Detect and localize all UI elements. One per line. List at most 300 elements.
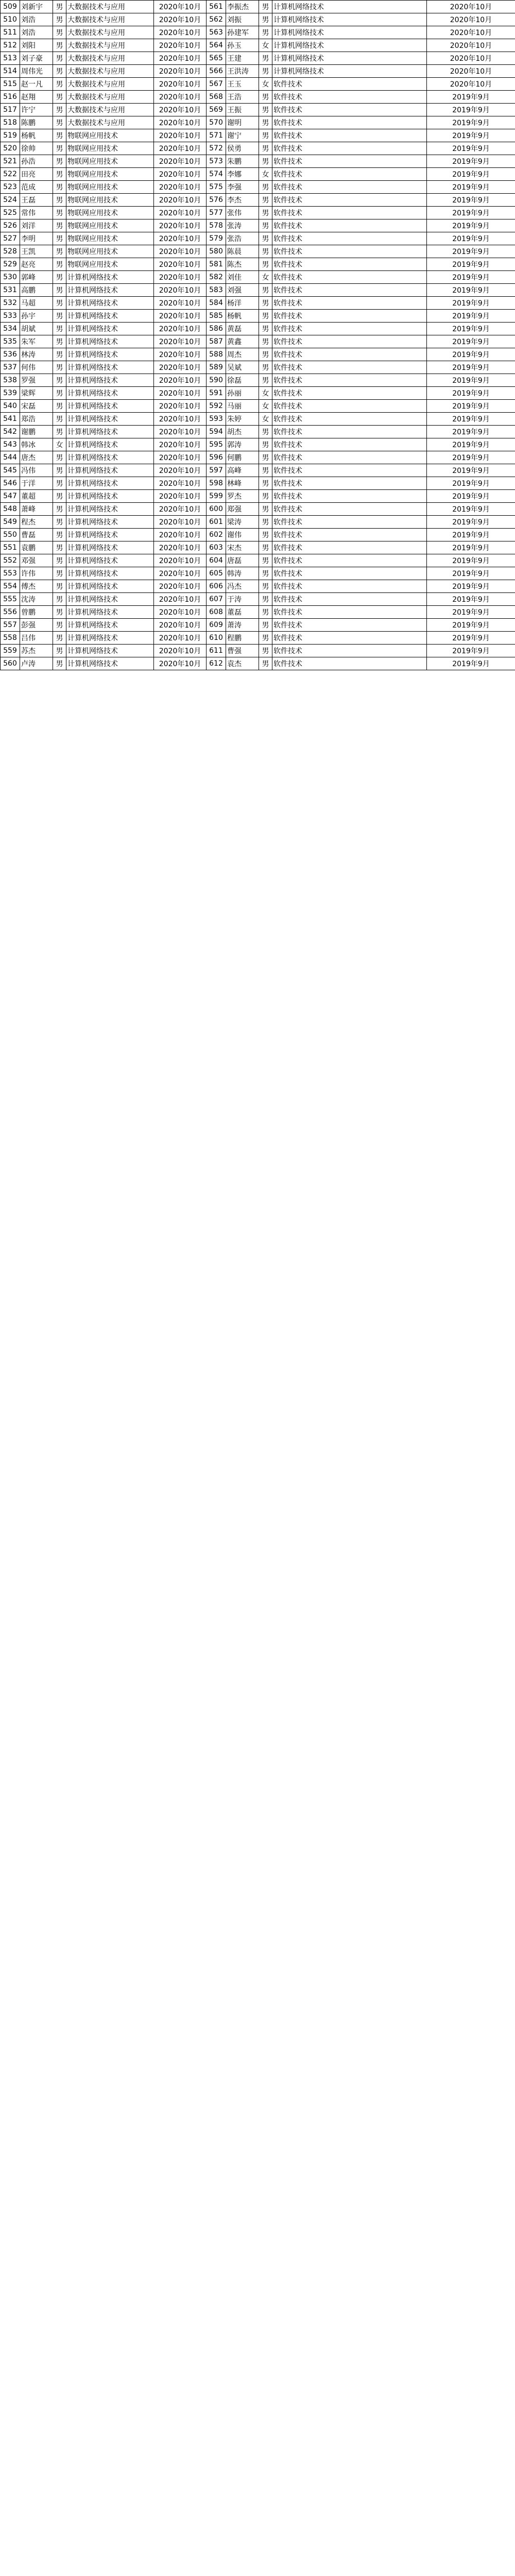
left-name-cell: 许宁 <box>20 104 53 116</box>
left-sex-cell: 男 <box>53 554 66 567</box>
right-major-cell: 软件技术 <box>272 194 427 207</box>
right-date-cell: 2019年9月 <box>427 297 515 310</box>
right-name-cell: 徐磊 <box>226 374 259 387</box>
left-sex-cell: 男 <box>53 116 66 129</box>
right-name-cell: 袁杰 <box>226 657 259 670</box>
left-name-cell: 邓强 <box>20 554 53 567</box>
left-sex-cell: 男 <box>53 155 66 168</box>
right-date-cell: 2019年9月 <box>427 529 515 541</box>
right-date-cell: 2019年9月 <box>427 619 515 632</box>
right-major-cell: 软件技术 <box>272 142 427 155</box>
right-sex-cell: 男 <box>259 567 272 580</box>
right-date-cell: 2019年9月 <box>427 490 515 503</box>
right-date-cell: 2019年9月 <box>427 194 515 207</box>
right-date-cell: 2019年9月 <box>427 258 515 271</box>
table-row <box>1 490 515 503</box>
right-date-cell: 2019年9月 <box>427 219 515 232</box>
table-row <box>1 207 515 219</box>
left-sex-cell: 男 <box>53 219 66 232</box>
right-name-cell: 孙建军 <box>226 26 259 39</box>
right-name-cell: 王建 <box>226 52 259 65</box>
right-no-cell: 602 <box>207 529 226 541</box>
right-major-cell: 软件技术 <box>272 503 427 516</box>
right-no-cell: 609 <box>207 619 226 632</box>
right-name-cell: 张浩 <box>226 232 259 245</box>
left-sex-cell: 男 <box>53 129 66 142</box>
left-major-cell: 计算机网络技术 <box>66 477 154 490</box>
right-date-cell: 2019年9月 <box>427 361 515 374</box>
left-major-cell: 大数据技术与应用 <box>66 116 154 129</box>
right-major-cell: 计算机网络技术 <box>272 39 427 52</box>
right-sex-cell: 男 <box>259 232 272 245</box>
right-major-cell: 软件技术 <box>272 129 427 142</box>
right-date-cell: 2019年9月 <box>427 284 515 297</box>
left-no-cell: 520 <box>1 142 20 155</box>
left-sex-cell: 男 <box>53 490 66 503</box>
table-row <box>1 348 515 361</box>
left-no-cell: 542 <box>1 426 20 438</box>
right-date-cell: 2019年9月 <box>427 554 515 567</box>
left-name-cell: 周伟光 <box>20 65 53 78</box>
left-name-cell: 许伟 <box>20 567 53 580</box>
left-date-cell: 2020年10月 <box>154 438 207 451</box>
right-sex-cell: 男 <box>259 503 272 516</box>
left-name-cell: 胡斌 <box>20 323 53 335</box>
right-name-cell: 刘佳 <box>226 271 259 284</box>
table-row <box>1 91 515 104</box>
left-no-cell: 541 <box>1 413 20 426</box>
left-name-cell: 刘阳 <box>20 39 53 52</box>
right-date-cell: 2019年9月 <box>427 387 515 400</box>
left-date-cell: 2020年10月 <box>154 116 207 129</box>
left-no-cell: 534 <box>1 323 20 335</box>
left-name-cell: 谢鹏 <box>20 426 53 438</box>
right-date-cell: 2019年9月 <box>427 503 515 516</box>
left-sex-cell: 男 <box>53 284 66 297</box>
right-no-cell: 608 <box>207 606 226 619</box>
right-major-cell: 软件技术 <box>272 168 427 181</box>
left-major-cell: 物联网应用技术 <box>66 155 154 168</box>
right-name-cell: 杨帆 <box>226 310 259 323</box>
left-sex-cell: 男 <box>53 541 66 554</box>
right-major-cell: 软件技术 <box>272 348 427 361</box>
left-no-cell: 517 <box>1 104 20 116</box>
left-date-cell: 2020年10月 <box>154 39 207 52</box>
table-row <box>1 529 515 541</box>
left-date-cell: 2020年10月 <box>154 142 207 155</box>
table-row <box>1 258 515 271</box>
left-date-cell: 2020年10月 <box>154 323 207 335</box>
right-date-cell: 2019年9月 <box>427 593 515 606</box>
right-no-cell: 594 <box>207 426 226 438</box>
left-name-cell: 王凯 <box>20 245 53 258</box>
right-major-cell: 计算机网络技术 <box>272 65 427 78</box>
right-date-cell: 2019年9月 <box>427 657 515 670</box>
right-sex-cell: 男 <box>259 104 272 116</box>
right-no-cell: 605 <box>207 567 226 580</box>
right-date-cell: 2019年9月 <box>427 348 515 361</box>
left-date-cell: 2020年10月 <box>154 657 207 670</box>
left-no-cell: 551 <box>1 541 20 554</box>
table-row <box>1 606 515 619</box>
table-row <box>1 155 515 168</box>
left-major-cell: 大数据技术与应用 <box>66 91 154 104</box>
right-date-cell: 2019年9月 <box>427 567 515 580</box>
right-date-cell: 2019年9月 <box>427 335 515 348</box>
left-major-cell: 计算机网络技术 <box>66 413 154 426</box>
left-date-cell: 2020年10月 <box>154 619 207 632</box>
right-no-cell: 585 <box>207 310 226 323</box>
right-sex-cell: 男 <box>259 65 272 78</box>
left-major-cell: 大数据技术与应用 <box>66 65 154 78</box>
right-no-cell: 612 <box>207 657 226 670</box>
right-major-cell: 软件技术 <box>272 426 427 438</box>
left-major-cell: 大数据技术与应用 <box>66 13 154 26</box>
right-date-cell: 2019年9月 <box>427 645 515 657</box>
left-sex-cell: 男 <box>53 361 66 374</box>
right-sex-cell: 男 <box>259 297 272 310</box>
right-sex-cell: 男 <box>259 1 272 13</box>
right-date-cell: 2019年9月 <box>427 207 515 219</box>
left-date-cell: 2020年10月 <box>154 258 207 271</box>
left-date-cell: 2020年10月 <box>154 104 207 116</box>
right-sex-cell: 女 <box>259 39 272 52</box>
right-sex-cell: 男 <box>259 258 272 271</box>
right-major-cell: 计算机网络技术 <box>272 52 427 65</box>
left-name-cell: 李明 <box>20 232 53 245</box>
right-sex-cell: 男 <box>259 52 272 65</box>
table-row <box>1 387 515 400</box>
left-no-cell: 549 <box>1 516 20 529</box>
left-major-cell: 计算机网络技术 <box>66 426 154 438</box>
right-major-cell: 软件技术 <box>272 104 427 116</box>
table-row <box>1 232 515 245</box>
right-no-cell: 579 <box>207 232 226 245</box>
left-sex-cell: 男 <box>53 39 66 52</box>
left-sex-cell: 男 <box>53 348 66 361</box>
left-name-cell: 刘新宇 <box>20 1 53 13</box>
right-major-cell: 软件技术 <box>272 645 427 657</box>
left-no-cell: 519 <box>1 129 20 142</box>
left-major-cell: 计算机网络技术 <box>66 606 154 619</box>
left-sex-cell: 男 <box>53 400 66 413</box>
left-date-cell: 2020年10月 <box>154 52 207 65</box>
table-row <box>1 142 515 155</box>
roster-table <box>0 0 515 670</box>
right-major-cell: 软件技术 <box>272 657 427 670</box>
right-major-cell: 软件技术 <box>272 245 427 258</box>
left-major-cell: 物联网应用技术 <box>66 181 154 194</box>
right-sex-cell: 男 <box>259 516 272 529</box>
left-date-cell: 2020年10月 <box>154 361 207 374</box>
right-sex-cell: 男 <box>259 477 272 490</box>
right-name-cell: 李娜 <box>226 168 259 181</box>
left-date-cell: 2020年10月 <box>154 232 207 245</box>
left-sex-cell: 男 <box>53 529 66 541</box>
right-sex-cell: 女 <box>259 271 272 284</box>
left-no-cell: 528 <box>1 245 20 258</box>
left-date-cell: 2020年10月 <box>154 529 207 541</box>
right-sex-cell: 女 <box>259 387 272 400</box>
left-sex-cell: 男 <box>53 181 66 194</box>
right-date-cell: 2019年9月 <box>427 400 515 413</box>
right-name-cell: 张涛 <box>226 219 259 232</box>
table-row <box>1 619 515 632</box>
right-no-cell: 570 <box>207 116 226 129</box>
left-major-cell: 大数据技术与应用 <box>66 104 154 116</box>
right-no-cell: 597 <box>207 464 226 477</box>
right-sex-cell: 男 <box>259 374 272 387</box>
right-date-cell: 2019年9月 <box>427 168 515 181</box>
left-name-cell: 卢涛 <box>20 657 53 670</box>
right-major-cell: 软件技术 <box>272 78 427 91</box>
left-name-cell: 刘浩 <box>20 13 53 26</box>
left-date-cell: 2020年10月 <box>154 1 207 13</box>
right-no-cell: 580 <box>207 245 226 258</box>
left-name-cell: 刘子豪 <box>20 52 53 65</box>
left-date-cell: 2020年10月 <box>154 413 207 426</box>
left-sex-cell: 女 <box>53 438 66 451</box>
left-name-cell: 孙浩 <box>20 155 53 168</box>
right-no-cell: 596 <box>207 451 226 464</box>
right-no-cell: 600 <box>207 503 226 516</box>
left-no-cell: 547 <box>1 490 20 503</box>
right-major-cell: 计算机网络技术 <box>272 1 427 13</box>
left-sex-cell: 男 <box>53 619 66 632</box>
right-major-cell: 软件技术 <box>272 516 427 529</box>
left-date-cell: 2020年10月 <box>154 13 207 26</box>
left-sex-cell: 男 <box>53 142 66 155</box>
left-date-cell: 2020年10月 <box>154 181 207 194</box>
left-no-cell: 535 <box>1 335 20 348</box>
right-major-cell: 软件技术 <box>272 374 427 387</box>
table-row <box>1 503 515 516</box>
right-major-cell: 计算机网络技术 <box>272 26 427 39</box>
left-major-cell: 计算机网络技术 <box>66 657 154 670</box>
left-name-cell: 孙宇 <box>20 310 53 323</box>
right-date-cell: 2020年10月 <box>427 52 515 65</box>
left-no-cell: 511 <box>1 26 20 39</box>
left-no-cell: 550 <box>1 529 20 541</box>
left-major-cell: 物联网应用技术 <box>66 129 154 142</box>
left-name-cell: 刘浩 <box>20 26 53 39</box>
right-date-cell: 2020年10月 <box>427 39 515 52</box>
right-name-cell: 王玉 <box>226 78 259 91</box>
right-major-cell: 软件技术 <box>272 361 427 374</box>
right-sex-cell: 男 <box>259 26 272 39</box>
right-no-cell: 578 <box>207 219 226 232</box>
left-date-cell: 2020年10月 <box>154 387 207 400</box>
right-sex-cell: 男 <box>259 593 272 606</box>
left-sex-cell: 男 <box>53 374 66 387</box>
table-row <box>1 541 515 554</box>
left-major-cell: 计算机网络技术 <box>66 464 154 477</box>
left-major-cell: 计算机网络技术 <box>66 516 154 529</box>
left-sex-cell: 男 <box>53 271 66 284</box>
right-date-cell: 2019年9月 <box>427 580 515 593</box>
table-row <box>1 632 515 645</box>
left-no-cell: 554 <box>1 580 20 593</box>
left-no-cell: 538 <box>1 374 20 387</box>
right-major-cell: 软件技术 <box>272 335 427 348</box>
right-no-cell: 611 <box>207 645 226 657</box>
right-date-cell: 2019年9月 <box>427 155 515 168</box>
left-name-cell: 何伟 <box>20 361 53 374</box>
right-no-cell: 571 <box>207 129 226 142</box>
left-name-cell: 唐杰 <box>20 451 53 464</box>
left-major-cell: 计算机网络技术 <box>66 593 154 606</box>
right-date-cell: 2019年9月 <box>427 632 515 645</box>
left-major-cell: 计算机网络技术 <box>66 529 154 541</box>
table-row <box>1 284 515 297</box>
left-no-cell: 536 <box>1 348 20 361</box>
left-date-cell: 2020年10月 <box>154 426 207 438</box>
left-date-cell: 2020年10月 <box>154 245 207 258</box>
right-sex-cell: 男 <box>259 207 272 219</box>
right-name-cell: 萧涛 <box>226 619 259 632</box>
left-date-cell: 2020年10月 <box>154 503 207 516</box>
left-major-cell: 计算机网络技术 <box>66 438 154 451</box>
right-major-cell: 软件技术 <box>272 529 427 541</box>
right-major-cell: 软件技术 <box>272 451 427 464</box>
left-name-cell: 赵翔 <box>20 91 53 104</box>
left-no-cell: 548 <box>1 503 20 516</box>
left-major-cell: 计算机网络技术 <box>66 400 154 413</box>
table-row <box>1 1 515 13</box>
left-sex-cell: 男 <box>53 323 66 335</box>
right-name-cell: 程鹏 <box>226 632 259 645</box>
left-sex-cell: 男 <box>53 91 66 104</box>
left-date-cell: 2020年10月 <box>154 219 207 232</box>
left-no-cell: 543 <box>1 438 20 451</box>
right-no-cell: 601 <box>207 516 226 529</box>
left-no-cell: 540 <box>1 400 20 413</box>
left-name-cell: 袁鹏 <box>20 541 53 554</box>
left-sex-cell: 男 <box>53 104 66 116</box>
right-date-cell: 2020年10月 <box>427 1 515 13</box>
right-date-cell: 2019年9月 <box>427 310 515 323</box>
left-no-cell: 557 <box>1 619 20 632</box>
right-no-cell: 586 <box>207 323 226 335</box>
right-major-cell: 软件技术 <box>272 310 427 323</box>
table-row <box>1 65 515 78</box>
left-sex-cell: 男 <box>53 26 66 39</box>
right-no-cell: 561 <box>207 1 226 13</box>
right-sex-cell: 男 <box>259 142 272 155</box>
left-sex-cell: 男 <box>53 413 66 426</box>
right-sex-cell: 男 <box>259 219 272 232</box>
left-sex-cell: 男 <box>53 567 66 580</box>
left-major-cell: 计算机网络技术 <box>66 310 154 323</box>
left-major-cell: 计算机网络技术 <box>66 348 154 361</box>
left-name-cell: 罗强 <box>20 374 53 387</box>
right-name-cell: 韩涛 <box>226 567 259 580</box>
left-no-cell: 559 <box>1 645 20 657</box>
right-major-cell: 软件技术 <box>272 400 427 413</box>
left-major-cell: 计算机网络技术 <box>66 580 154 593</box>
left-name-cell: 王磊 <box>20 194 53 207</box>
right-major-cell: 软件技术 <box>272 219 427 232</box>
roster-body <box>1 1 515 670</box>
table-row <box>1 129 515 142</box>
left-major-cell: 大数据技术与应用 <box>66 1 154 13</box>
left-date-cell: 2020年10月 <box>154 541 207 554</box>
left-date-cell: 2020年10月 <box>154 194 207 207</box>
right-sex-cell: 男 <box>259 13 272 26</box>
left-no-cell: 555 <box>1 593 20 606</box>
right-date-cell: 2019年9月 <box>427 477 515 490</box>
left-sex-cell: 男 <box>53 1 66 13</box>
left-date-cell: 2020年10月 <box>154 400 207 413</box>
left-no-cell: 522 <box>1 168 20 181</box>
table-row <box>1 168 515 181</box>
right-no-cell: 577 <box>207 207 226 219</box>
table-row <box>1 361 515 374</box>
right-major-cell: 软件技术 <box>272 619 427 632</box>
right-name-cell: 朱鹏 <box>226 155 259 168</box>
right-no-cell: 563 <box>207 26 226 39</box>
right-sex-cell: 男 <box>259 645 272 657</box>
right-name-cell: 陈杰 <box>226 258 259 271</box>
left-no-cell: 544 <box>1 451 20 464</box>
right-sex-cell: 男 <box>259 490 272 503</box>
left-major-cell: 大数据技术与应用 <box>66 52 154 65</box>
left-no-cell: 531 <box>1 284 20 297</box>
left-name-cell: 曹磊 <box>20 529 53 541</box>
right-no-cell: 573 <box>207 155 226 168</box>
left-no-cell: 523 <box>1 181 20 194</box>
table-row <box>1 116 515 129</box>
left-sex-cell: 男 <box>53 464 66 477</box>
left-no-cell: 513 <box>1 52 20 65</box>
left-name-cell: 苏杰 <box>20 645 53 657</box>
right-name-cell: 于涛 <box>226 593 259 606</box>
right-name-cell: 林峰 <box>226 477 259 490</box>
table-row <box>1 477 515 490</box>
right-name-cell: 黄鑫 <box>226 335 259 348</box>
right-sex-cell: 男 <box>259 310 272 323</box>
left-date-cell: 2020年10月 <box>154 554 207 567</box>
right-no-cell: 592 <box>207 400 226 413</box>
left-date-cell: 2020年10月 <box>154 91 207 104</box>
right-no-cell: 566 <box>207 65 226 78</box>
right-name-cell: 冯杰 <box>226 580 259 593</box>
right-name-cell: 张伟 <box>226 207 259 219</box>
right-major-cell: 软件技术 <box>272 297 427 310</box>
right-major-cell: 软件技术 <box>272 387 427 400</box>
right-sex-cell: 男 <box>259 348 272 361</box>
table-row <box>1 593 515 606</box>
right-name-cell: 何鹏 <box>226 451 259 464</box>
left-sex-cell: 男 <box>53 657 66 670</box>
left-date-cell: 2020年10月 <box>154 26 207 39</box>
left-no-cell: 533 <box>1 310 20 323</box>
right-sex-cell: 男 <box>259 116 272 129</box>
right-date-cell: 2020年10月 <box>427 78 515 91</box>
left-date-cell: 2020年10月 <box>154 451 207 464</box>
left-no-cell: 530 <box>1 271 20 284</box>
left-sex-cell: 男 <box>53 645 66 657</box>
left-sex-cell: 男 <box>53 451 66 464</box>
left-major-cell: 计算机网络技术 <box>66 554 154 567</box>
right-no-cell: 589 <box>207 361 226 374</box>
right-major-cell: 软件技术 <box>272 207 427 219</box>
left-name-cell: 马超 <box>20 297 53 310</box>
right-date-cell: 2019年9月 <box>427 541 515 554</box>
right-date-cell: 2019年9月 <box>427 181 515 194</box>
left-no-cell: 539 <box>1 387 20 400</box>
right-no-cell: 574 <box>207 168 226 181</box>
